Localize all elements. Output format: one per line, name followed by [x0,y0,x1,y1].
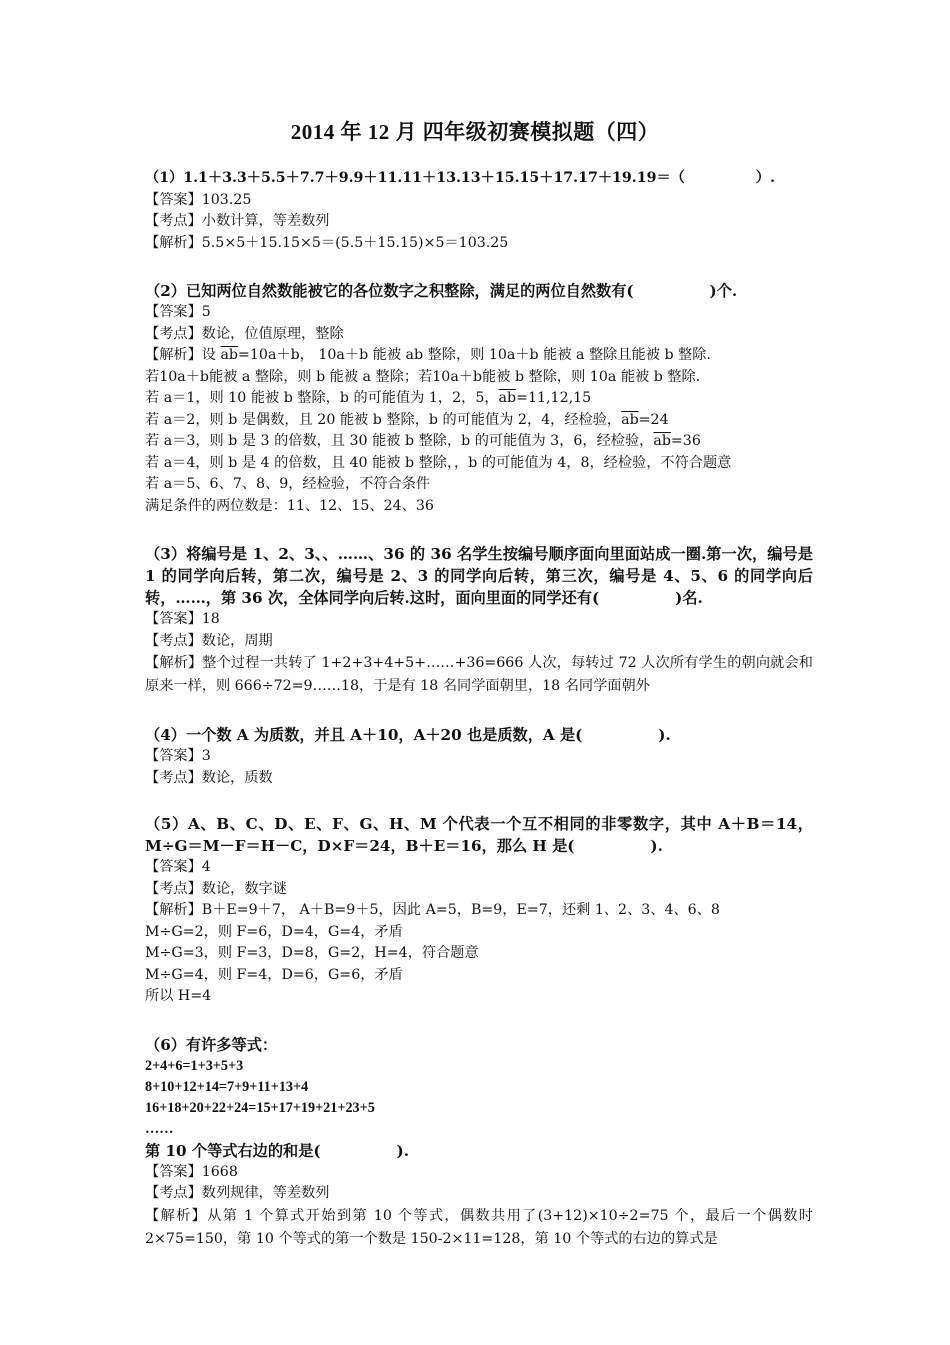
page-title: 2014 年 12 月 四年级初赛模拟题（四） [290,120,660,144]
overline-ab: $\overline{ab}$ [498,390,517,406]
problem-5-topic: 【考点】数论，数字谜 [145,880,287,897]
problem-1-answer: 【答案】103.25 [145,191,252,208]
problem-1-question: （1）1.1＋3.3＋5.5＋7.7＋9.9＋11.11＋13.13＋15.15＋17.17＋19.19＝（ ）. [145,170,775,186]
problem-6-answer: 【答案】1668 [145,1163,238,1180]
problem-2-analysis [145,345,813,367]
problem-2 [145,280,813,517]
equation-ellipsis: …… [145,1120,174,1137]
analysis-line: 若 a＝5、6、7、8、9，经检验，不符合条件 [145,476,431,492]
problem-1-analysis: 【解析】5.5×5＋15.15×5＝(5.5＋15.15)×5＝103.25 [145,234,509,251]
analysis-tail: =36 [670,433,701,449]
problem-5-answer: 【答案】4 [145,859,211,875]
analysis-line: M÷G=3，则 F=3，D=8，G=2，H=4，符合题意 [145,945,479,961]
problem-4-topic: 【考点】数论，质数 [145,769,273,786]
problem-4-question: （4）一个数 A 为质数，并且 A＋10，A＋20 也是质数，A 是( ). [145,726,671,744]
problem-6-question-2: 第 10 个等式右边的和是( ). [145,1141,409,1160]
analysis-line [145,431,813,453]
analysis-line [145,388,813,410]
analysis-line: 【解析】B＋E=9＋7， A＋B=9＋5，因此 A=5，B=9，E=7，还剩 1、2、3、4、6、8 [145,902,720,918]
problem-6-topic: 【考点】数列规律，等差数列 [145,1185,330,1201]
equation-line: 2+4+6=1+3+5+3 [145,1057,244,1074]
problem-6-analysis: 【解析】从第 1 个算式开始到第 10 个等式，偶数共用了(3+12)×10÷2=75 个，最后一个偶数时 2×75=150，第 10 个等式的第一个数是 150-2×11=128，第 10 个等式的右边的算式是 [145,1207,813,1247]
analysis-text: 若 a＝1，则 10 能被 b 整除，b 的可能值为 1，2，5， [145,390,499,406]
equation-line: 16+18+20+22+24=15+17+19+21+23+5 [145,1099,375,1116]
analysis-text: 若 a＝2，则 b 是偶数，且 20 能被 b 整除，b 的可能值为 2，4，经检验， [145,411,622,428]
problem-3-topic: 【考点】数论，周期 [145,632,273,649]
analysis-line: 满足条件的两位数是：11、12、15、24、36 [145,497,434,514]
problem-3-answer: 【答案】18 [145,611,220,627]
problem-4 [145,724,813,789]
problem-4-answer: 【答案】3 [145,748,211,764]
analysis-line: M÷G=4，则 F=4，D=6，G=6，矛盾 [145,966,403,983]
problem-2-answer: 【答案】5 [145,304,211,320]
document-body [145,168,813,1271]
analysis-line: 若 a＝4，则 b 是 4 的倍数，且 40 能被 b 整除，，b 的可能值为 4，8，经检验，不符合题意 [145,454,732,471]
analysis-rest: =10a＋b， 10a＋b 能被 ab 整除，则 10a＋b 能被 a 整除且能被 b 整除. [238,347,711,363]
overline-ab: $\overline{ab}$ [621,411,639,428]
overline-ab: $\overline{ab}$ [653,433,671,449]
analysis-tail: =11,12,15 [516,390,592,406]
problem-1-topic: 【考点】小数计算，等差数列 [145,213,330,229]
problem-2-question: （2）已知两位自然数能被它的各位数字之积整除，满足的两位自然数有( )个. [145,282,738,300]
problem-3-analysis: 【解析】整个过程一共转了 1+2+3+4+5+……+36=666 人次，每转过 72 人次所有学生的朝向就会和原来一样，则 666÷72=9……18，于是有 18 名同学面朝里，18 名同学面朝外 [145,655,813,694]
analysis-text: 若 a＝3，则 b 是 3 的倍数，且 30 能被 b 整除，b 的可能值为 3，6，经检验， [145,433,654,449]
equation-line: 8+10+12+14=7+9+11+13+4 [145,1078,309,1095]
analysis-prefix: 【解析】设 [145,347,221,363]
analysis-line: M÷G=2，则 F=6，D=4，G=4，矛盾 [145,923,403,940]
problem-5-question: （5）A、B、C、D、E、F、G、H、M 个代表一个互不相同的非零数字，其中 A＋B＝14，M÷G＝M－F＝H－C，D×F＝24，B＋E＝16，那么 H 是( ). [145,815,813,855]
problem-3-question: （3）将编号是 1、2、3、、……、36 的 36 名学生按编号顺序面向里面站成一圈.第一次，编号是 1 的同学向后转，第二次，编号是 2、3 的同学向后转，第三次，编号是 4、5、6 的同学向后转，……，第 36 次，全体同学向后转.这时，面向里面的同学还有( )名. [145,545,813,607]
problem-3 [145,543,813,698]
analysis-line [145,410,813,432]
analysis-line: 所以 H=4 [145,988,212,1004]
problem-1 [145,168,813,254]
problem-6 [145,1034,813,1251]
problem-2-topic: 【考点】数论，位值原理，整除 [145,325,344,342]
analysis-tail: =24 [638,411,669,428]
analysis-line: 若10a＋b能被 a 整除，则 b 能被 a 整除；若10a＋b能被 b 整除，则 10a 能被 b 整除. [145,368,701,385]
problem-5 [145,813,813,1008]
problem-6-question: （6）有许多等式： [145,1035,278,1054]
overline-ab: $\overline{ab}$ [220,347,238,363]
